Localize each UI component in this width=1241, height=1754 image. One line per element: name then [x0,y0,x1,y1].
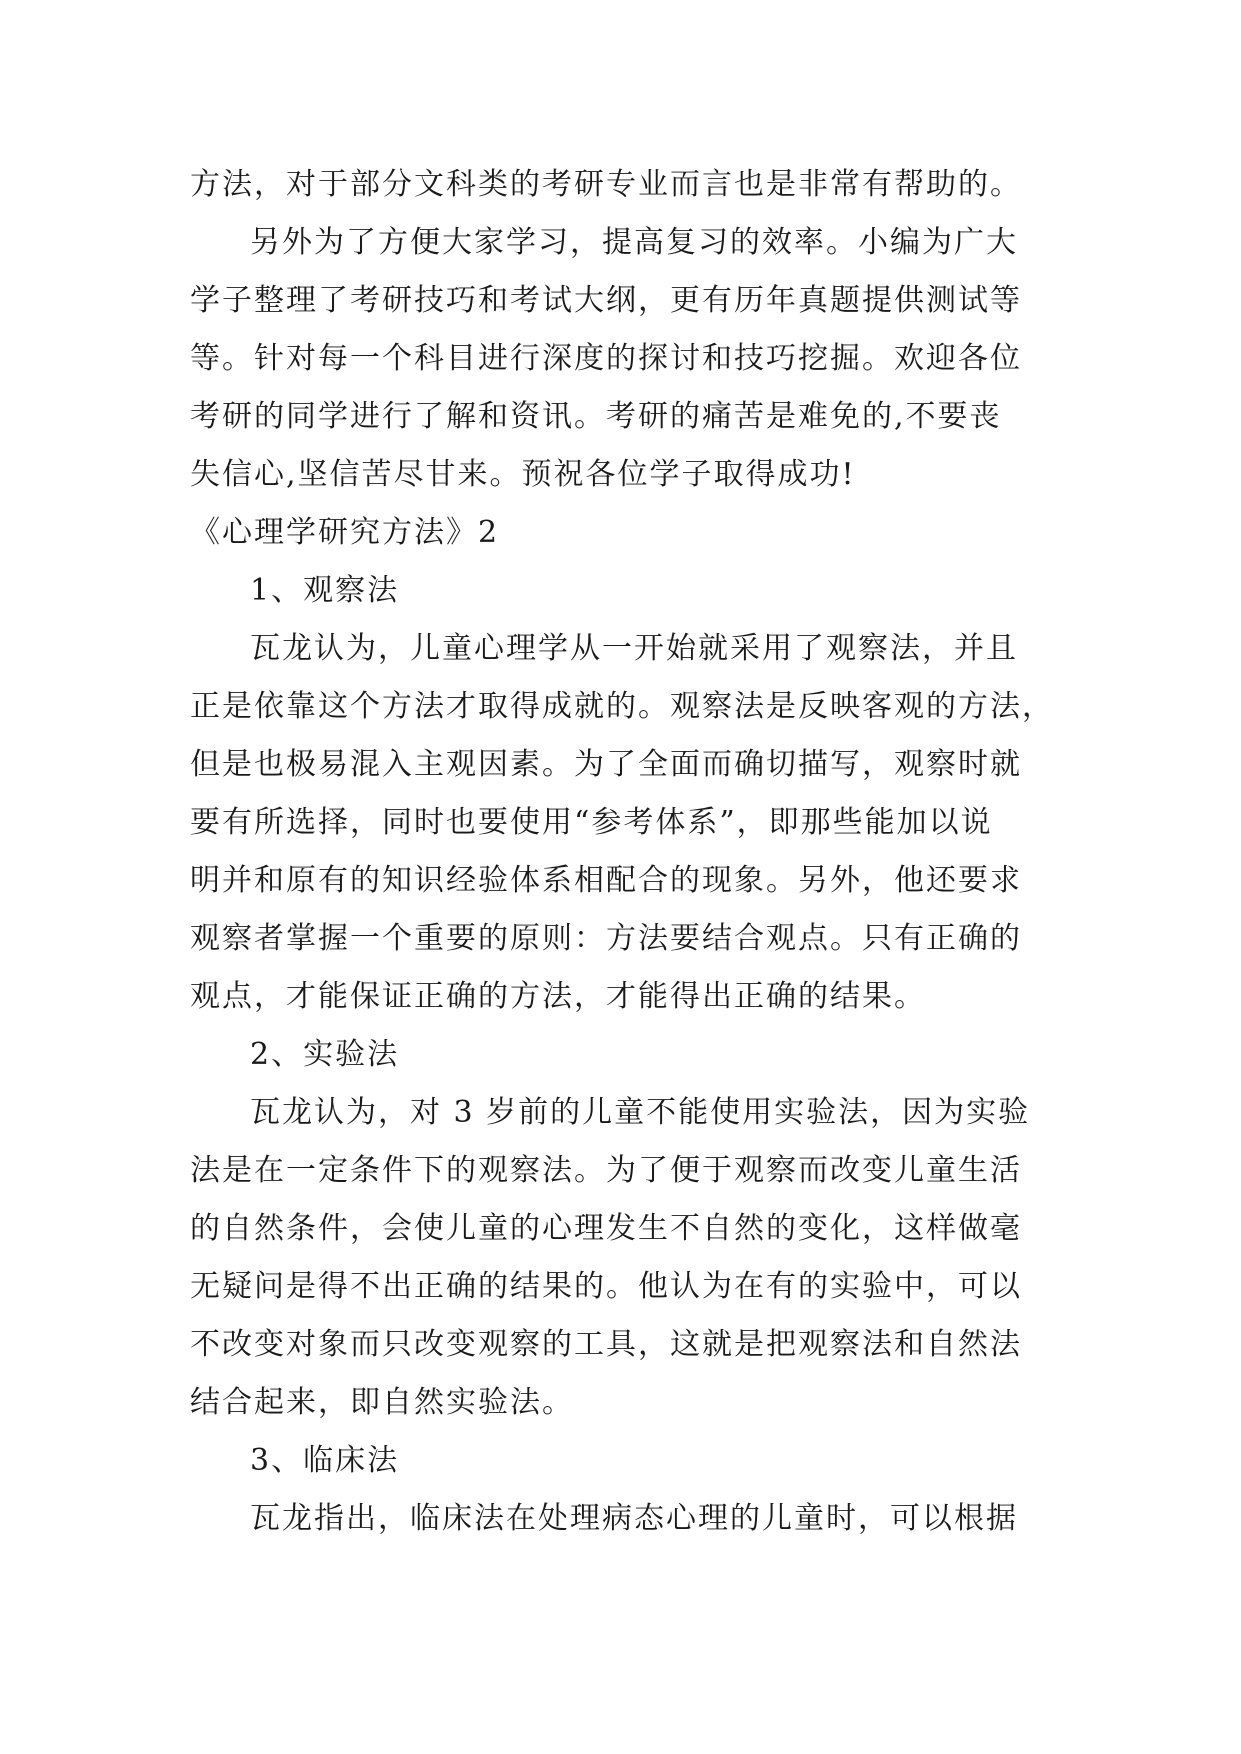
paragraph-line: 瓦龙指出，临床法在处理病态心理的儿童时，可以根据 [250,1501,1018,1536]
paragraph-line: 明并和原有的知识经验体系相配合的现象。另外，他还要求 [190,863,1022,898]
paragraph-line: 正是依靠这个方法才取得成就的。观察法是反映客观的方法， [190,689,1054,724]
paragraph-line: 的自然条件，会使儿童的心理发生不自然的变化，这样做毫 [190,1211,1022,1246]
paragraph-line: 要有所选择，同时也要使用“参考体系”，即那些能加以说 [190,805,993,840]
section-heading: 3、临床法 [250,1443,400,1478]
section-heading: 1、观察法 [250,573,400,608]
paragraph-line: 学子整理了考研技巧和考试大纲，更有历年真题提供测试等 [190,283,1022,318]
paragraph-line: 但是也极易混入主观因素。为了全面而确切描写，观察时就 [190,747,1022,782]
paragraph-line: 无疑问是得不出正确的结果的。他认为在有的实验中，可以 [190,1269,1022,1304]
paragraph-line: 不改变对象而只改变观察的工具，这就是把观察法和自然法 [190,1327,1022,1362]
paragraph-line: 法是在一定条件下的观察法。为了便于观察而改变儿童生活 [190,1153,1022,1188]
paragraph-line: 观点，才能保证正确的方法，才能得出正确的结果。 [190,979,926,1014]
paragraph-line: 观察者掌握一个重要的原则：方法要结合观点。只有正确的 [190,921,1022,956]
paragraph-line: 方法，对于部分文科类的考研专业而言也是非常有帮助的。 [190,167,1022,202]
paragraph-line: 另外为了方便大家学习，提高复习的效率。小编为广大 [250,225,1018,260]
document-body [190,156,1054,1548]
section-title: 《心理学研究方法》2 [190,515,500,550]
paragraph-line: 考研的同学进行了解和资讯。考研的痛苦是难免的,不要丧 [190,399,1002,434]
section-heading: 2、实验法 [250,1037,400,1072]
paragraph-line: 瓦龙认为，儿童心理学从一开始就采用了观察法，并且 [250,631,1018,666]
paragraph-line: 失信心,坚信苦尽甘来。预祝各位学子取得成功! [190,457,856,492]
paragraph-line: 瓦龙认为，对 3 岁前的儿童不能使用实验法，因为实验 [250,1095,1031,1130]
paragraph-line: 结合起来，即自然实验法。 [190,1385,574,1420]
paragraph-line: 等。针对每一个科目进行深度的探讨和技巧挖掘。欢迎各位 [190,341,1022,376]
